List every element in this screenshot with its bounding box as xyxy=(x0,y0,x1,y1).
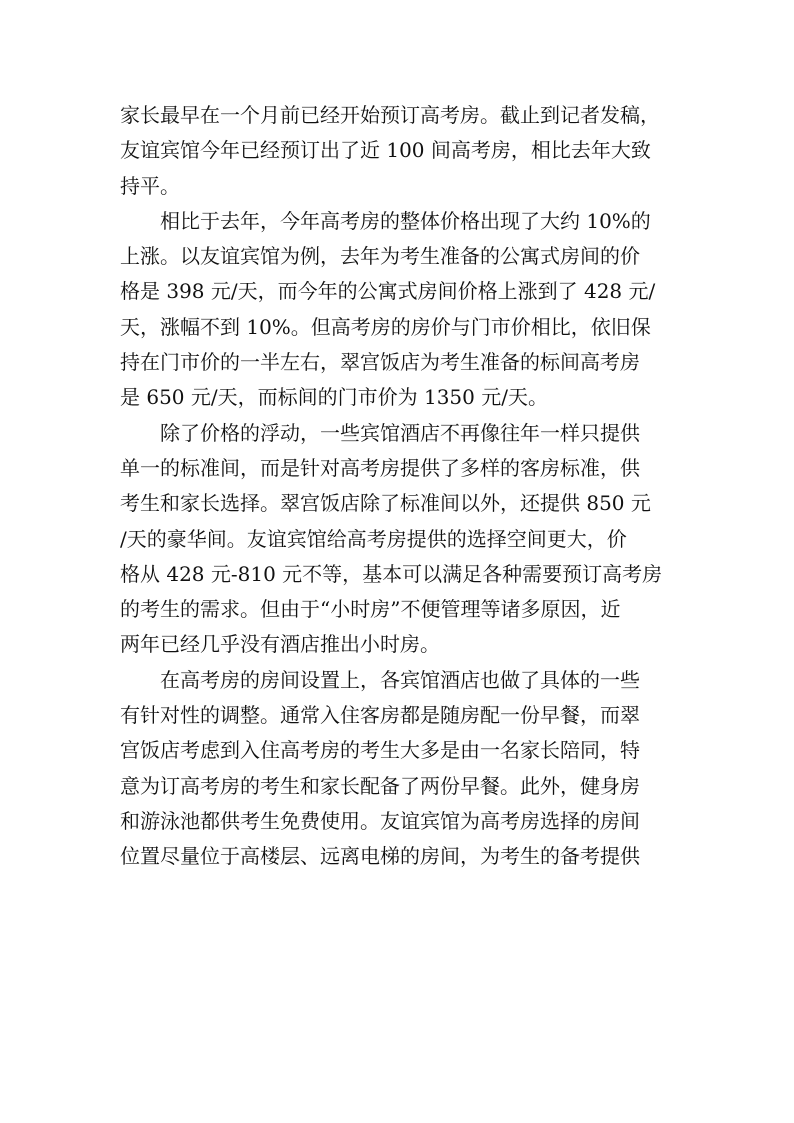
text-line: 持平。 xyxy=(120,173,180,198)
text-line: 友谊宾馆今年已经预订出了近 100 间高考房，相比去年大致 xyxy=(120,138,651,163)
text-line: 单一的标准间，而是针对高考房提供了多样的客房标准，供 xyxy=(120,455,640,480)
text-line: 格是 398 元/天，而今年的公寓式房间价格上涨到了 428 元/ xyxy=(120,279,656,304)
text-line: 的考生的需求。但由于“小时房”不便管理等诸多原因，近 xyxy=(120,597,621,622)
paragraph-first-line: 除了价格的浮动，一些宾馆酒店不再像往年一样只提供 xyxy=(160,420,640,445)
article-body xyxy=(120,98,680,875)
text-line: 天，涨幅不到 10%。但高考房的房价与门市价相比，依旧保 xyxy=(120,314,651,339)
text-line: 格从 428 元-810 元不等，基本可以满足各种需要预订高考房 xyxy=(120,561,663,586)
text-line: 有针对性的调整。通常入住客房都是随房配一份早餐，而翠 xyxy=(120,703,640,728)
text-line: 宫饭店考虑到入住高考房的考生大多是由一名家长陪同，特 xyxy=(120,738,640,763)
text-line: 家长最早在一个月前已经开始预订高考房。截止到记者发稿， xyxy=(120,103,660,127)
text-line: 两年已经几乎没有酒店推出小时房。 xyxy=(120,632,440,657)
text-line: 考生和家长选择。翠宫饭店除了标准间以外，还提供 850 元 xyxy=(120,491,651,516)
text-line: 是 650 元/天，而标间的门市价为 1350 元/天。 xyxy=(120,385,548,410)
paragraph-first-line: 相比于去年，今年高考房的整体价格出现了大约 10%的 xyxy=(160,208,651,233)
text-line: /天的豪华间。友谊宾馆给高考房提供的选择空间更大，价 xyxy=(120,526,627,551)
text-line: 上涨。以友谊宾馆为例，去年为考生准备的公寓式房间的价 xyxy=(120,244,640,269)
text-line: 和游泳池都供考生免费使用。友谊宾馆为高考房选择的房间 xyxy=(120,808,640,833)
paragraph-first-line: 在高考房的房间设置上，各宾馆酒店也做了具体的一些 xyxy=(160,667,640,692)
text-line: 位置尽量位于高楼层、远离电梯的房间，为考生的备考提供 xyxy=(120,844,640,869)
text-line: 意为订高考房的考生和家长配备了两份早餐。此外，健身房 xyxy=(120,773,640,798)
text-line: 持在门市价的一半左右，翠宫饭店为考生准备的标间高考房 xyxy=(120,350,640,375)
